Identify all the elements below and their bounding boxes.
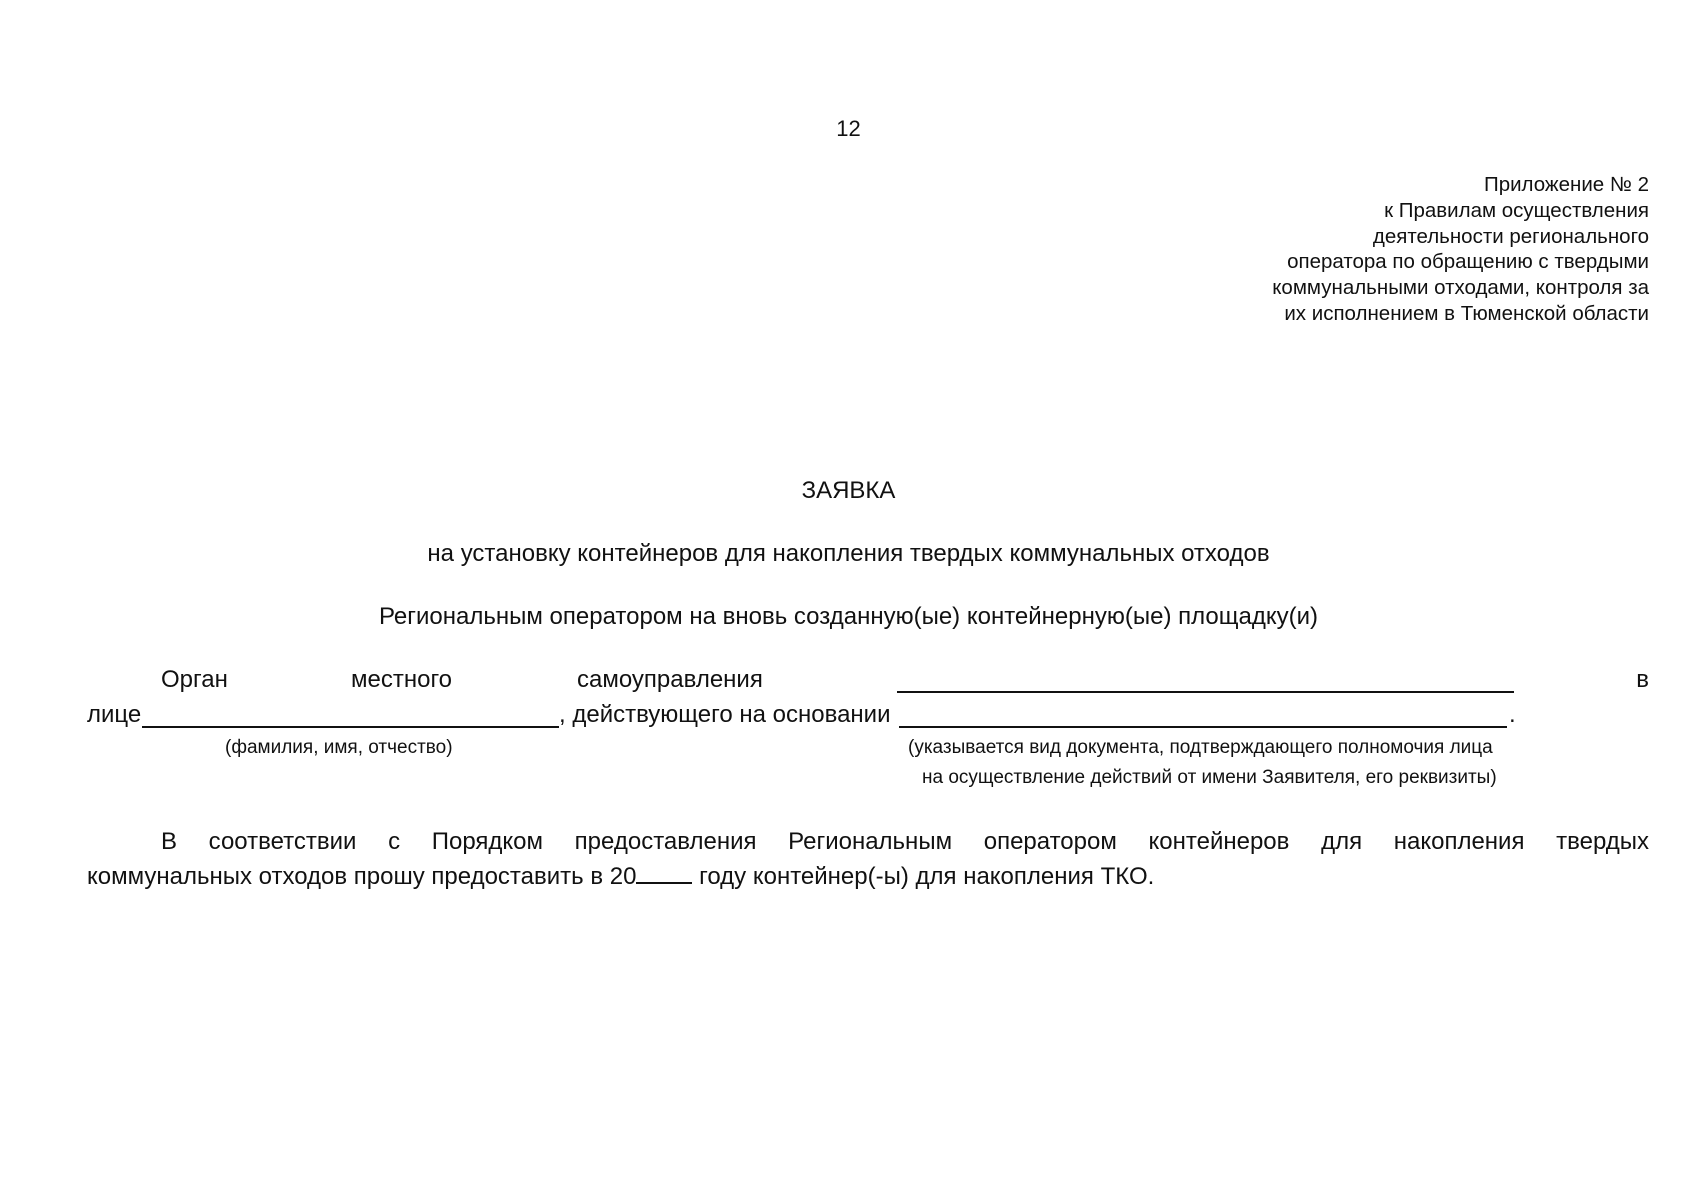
appendix-line: коммунальными отходами, контроля за [1272, 276, 1649, 300]
appendix-header [1272, 172, 1649, 327]
appendix-line: к Правилам осуществления [1384, 198, 1649, 222]
appendix-line: деятельности регионального [1372, 224, 1649, 248]
request-paragraph [87, 824, 1649, 894]
document-basis-blank[interactable] [899, 726, 1507, 728]
acting-text: , действующего на основании [559, 701, 891, 728]
appendix-line: Приложение № 2 [1483, 173, 1649, 196]
paragraph-line-2 [87, 859, 1649, 894]
organ-name-blank[interactable] [897, 691, 1514, 693]
hint-document-1: (указывается вид документа, подтверждающего полномочия лица [908, 737, 1493, 758]
mestnogo-word: местного [351, 666, 453, 693]
hint-document-2: на осуществление действий от имени Заявителя, его реквизиты) [922, 767, 1497, 788]
line-end-period: . [1509, 701, 1516, 728]
document-subtitle-1: на установку контейнеров для накопления твердых коммунальных отходов [427, 540, 1270, 567]
document-subtitle-2: Региональным оператором на вновь созданную(ые) контейнерную(ые) площадку(и) [378, 603, 1319, 630]
v-word: в [1636, 666, 1649, 693]
samoupravleniya-word: самоуправления [577, 666, 763, 693]
document-title: ЗАЯВКА [801, 477, 896, 504]
hint-fio: (фамилия, имя, отчество) [225, 737, 453, 758]
page-number: 12 [836, 116, 861, 141]
litse-word: лице [87, 701, 142, 728]
year-blank[interactable] [636, 860, 692, 884]
fio-blank[interactable] [142, 726, 559, 728]
organ-line [87, 666, 1649, 696]
organ-word: Орган [161, 666, 228, 693]
paragraph-line-1: В соответствии с Порядком предоставления Региональным оператором контейнеров для накопления твердых [161, 828, 1649, 855]
appendix-line: оператора по обращению с твердыми [1287, 250, 1649, 274]
paragraph-line-2-start: коммунальных отходов прошу предоставить в 20 [87, 863, 637, 890]
paragraph-line-2-end: году контейнер(-ы) для накопления ТКО. [692, 863, 1155, 890]
appendix-line: их исполнением в Тюменской области [1284, 301, 1649, 325]
